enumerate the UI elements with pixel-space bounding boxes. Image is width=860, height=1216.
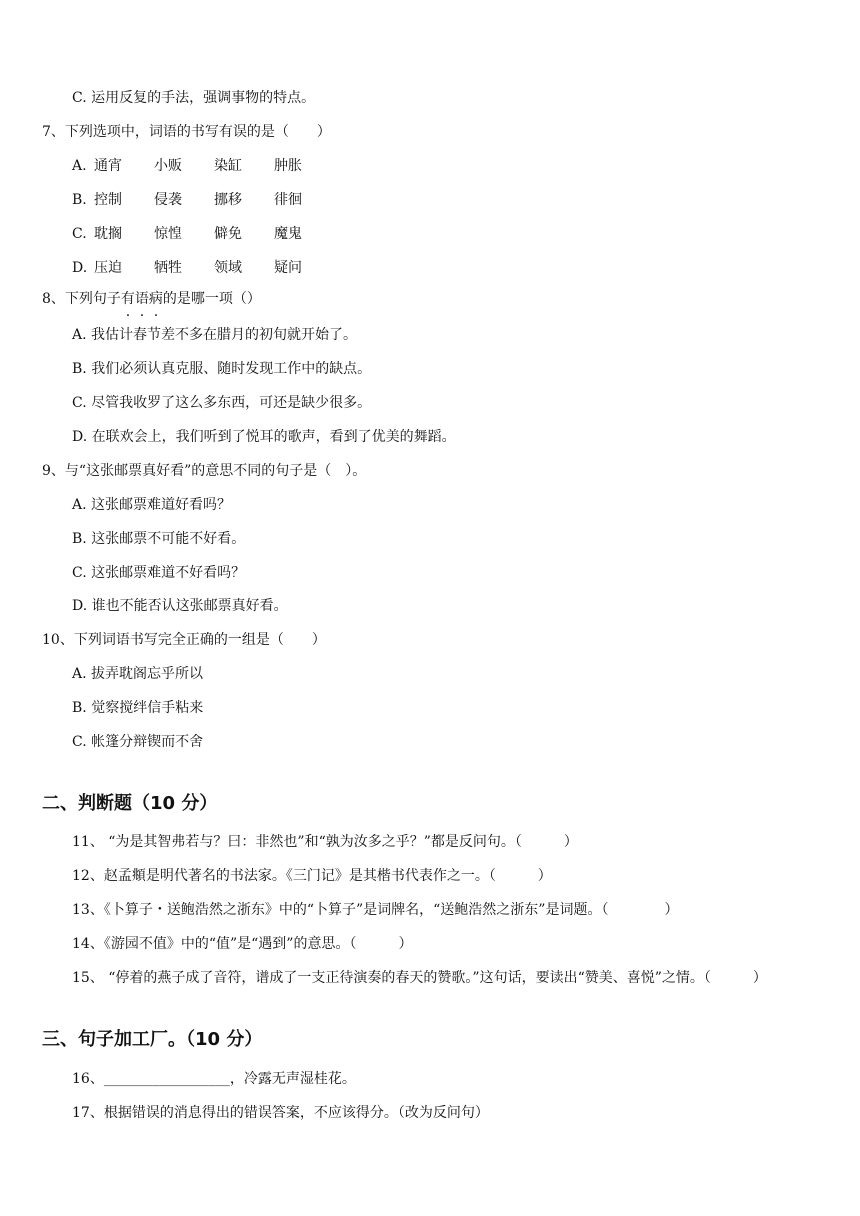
q11: 11、 “为是其智弗若与？曰：非然也”和“孰为汝多之乎？”都是反问句。（ ） (72, 834, 578, 850)
q9-option-d: D. 谁也不能否认这张邮票真好看。 (72, 598, 288, 614)
option-word: 惊惶 (154, 226, 182, 242)
option-word: 侵袭 (154, 192, 182, 208)
option-label: D. (72, 260, 88, 276)
option-word: 疑问 (274, 260, 302, 276)
q10-option-a: A. 拔弄耽阁忘乎所以 (72, 666, 204, 682)
option-word: 徘徊 (274, 192, 302, 208)
option-label: C. (72, 226, 87, 242)
option-word: 魔鬼 (274, 226, 302, 242)
q10-stem: 10、下列词语书写完全正确的一组是（ ） (42, 632, 326, 648)
q6-option-c: C. 运用反复的手法，强调事物的特点。 (72, 90, 316, 106)
q9-option-c: C. 这张邮票难道不好看吗？ (72, 565, 246, 581)
emphasis-char: 病 (148, 291, 163, 307)
option-word: 染缸 (214, 158, 242, 174)
section-heading-sentences: 三、句子加工厂。（10 分） (42, 1029, 263, 1050)
q16: 16、__________________，冷露无声湿桂花。 (72, 1071, 356, 1087)
q8-stem-prefix: 8、下列句子 (42, 291, 121, 307)
q7-stem: 7、下列选项中，词语的书写有误的是（ ） (42, 124, 331, 140)
q10-option-b: B. 觉察搅绊信手粘来 (72, 700, 204, 716)
q8-option-c: C. 尽管我收罗了这么多东西，可还是缺少很多。 (72, 395, 372, 411)
q7-option-b (72, 190, 334, 210)
q10-option-c: C. 帐篷分辩锲而不舍 (72, 734, 204, 750)
q8-stem (42, 289, 261, 309)
q8-option-d: D. 在联欢会上，我们听到了悦耳的歌声，看到了优美的舞蹈。 (72, 429, 456, 445)
q7-option-a (72, 156, 334, 176)
q9-stem: 9、与“这张邮票真好看”的意思不同的句子是（ ）。 (42, 463, 367, 479)
q14: 14、《游园不值》中的“值”是“遇到”的意思。（ ） (72, 936, 413, 952)
option-word: 通宵 (94, 158, 122, 174)
q9-option-a: A. 这张邮票难道好看吗？ (72, 497, 232, 513)
option-word: 僻免 (214, 226, 242, 242)
option-word: 小贩 (154, 158, 182, 174)
section-heading-judgement: 二、判断题（10 分） (42, 793, 218, 814)
q8-stem-suffix: 的是哪一项（） (162, 291, 261, 307)
q13: 13、《卜算子・送鲍浩然之浙东》中的“卜算子”是词牌名，“送鲍浩然之浙东”是词题。（ ） (72, 902, 679, 918)
q7-option-d (72, 258, 334, 278)
option-word: 控制 (94, 192, 122, 208)
option-word: 领域 (214, 260, 242, 276)
option-word: 肿胀 (274, 158, 302, 174)
q9-option-b: B. 这张邮票不可能不好看。 (72, 531, 246, 547)
q12: 12、赵孟頫是明代著名的书法家。《三门记》是其楷书代表作之一。（ ） (72, 868, 552, 884)
option-word: 压迫 (94, 260, 122, 276)
emphasis-char: 有 (120, 291, 135, 307)
q15: 15、 “停着的燕子成了音符，谱成了一支正待演奏的春天的赞歌。”这句话，要读出“赞美、喜悦”之情。（ ） (72, 970, 767, 986)
option-label: A. (72, 158, 87, 174)
emphasis-char: 语 (134, 291, 149, 307)
option-word: 耽搁 (94, 226, 122, 242)
q8-option-b: B. 我们必须认真克服、随时发现工作中的缺点。 (72, 361, 372, 377)
option-word: 牺牲 (154, 260, 182, 276)
option-word: 挪移 (214, 192, 242, 208)
option-label: B. (72, 192, 87, 208)
q17: 17、根据错误的消息得出的错误答案，不应该得分。（改为反问句） (72, 1105, 489, 1121)
q7-option-c (72, 224, 334, 244)
q8-option-a: A. 我估计春节差不多在腊月的初旬就开始了。 (72, 327, 358, 343)
